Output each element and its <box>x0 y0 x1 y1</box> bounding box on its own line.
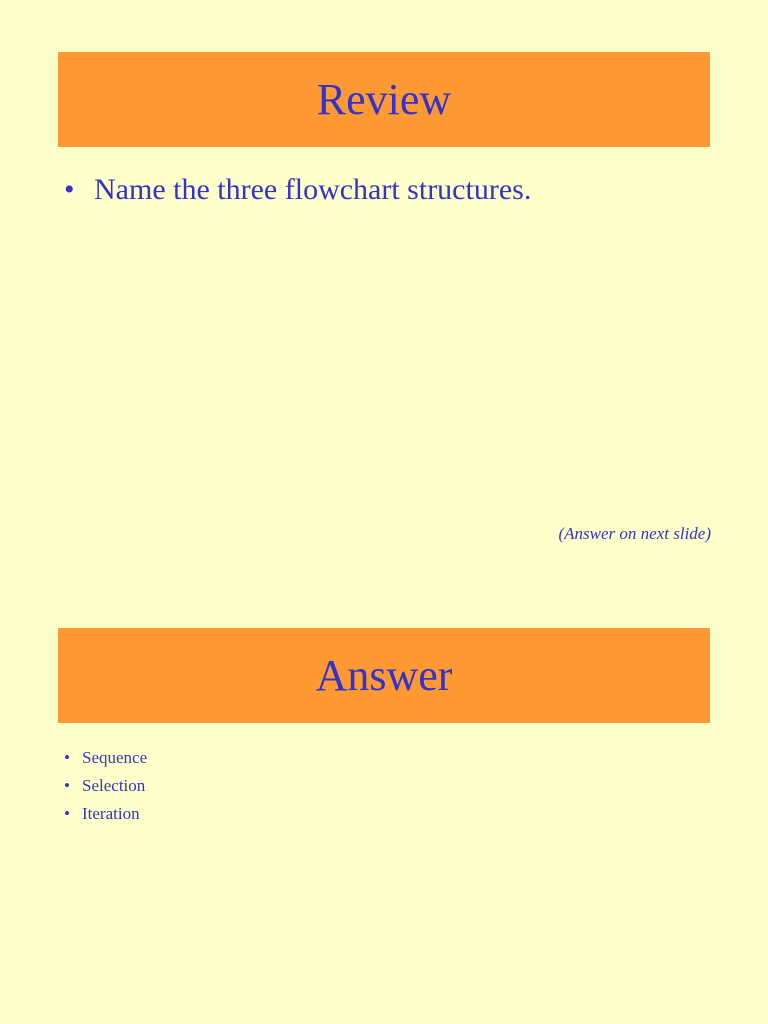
list-item <box>64 173 531 207</box>
review-question: Name the three flowchart structures. <box>94 173 532 206</box>
list-item <box>64 776 147 804</box>
review-title-bar <box>58 52 710 147</box>
answer-item-sequence: Sequence <box>82 748 148 767</box>
list-item <box>64 748 147 776</box>
answer-note: (Answer on next slide) <box>558 524 711 543</box>
answer-item-iteration: Iteration <box>82 804 140 823</box>
list-item <box>64 804 147 832</box>
review-bullet-list <box>64 173 531 207</box>
bullet-icon: • <box>64 776 70 795</box>
review-title: Review <box>316 74 452 124</box>
bullet-icon: • <box>64 804 70 823</box>
answer-slide <box>0 600 768 1024</box>
answer-bullet-list <box>64 748 147 832</box>
answer-title-bar <box>58 628 710 723</box>
bullet-icon: • <box>64 748 70 767</box>
bullet-icon: • <box>64 173 75 206</box>
answer-title: Answer <box>315 650 453 700</box>
answer-item-selection: Selection <box>82 776 146 795</box>
